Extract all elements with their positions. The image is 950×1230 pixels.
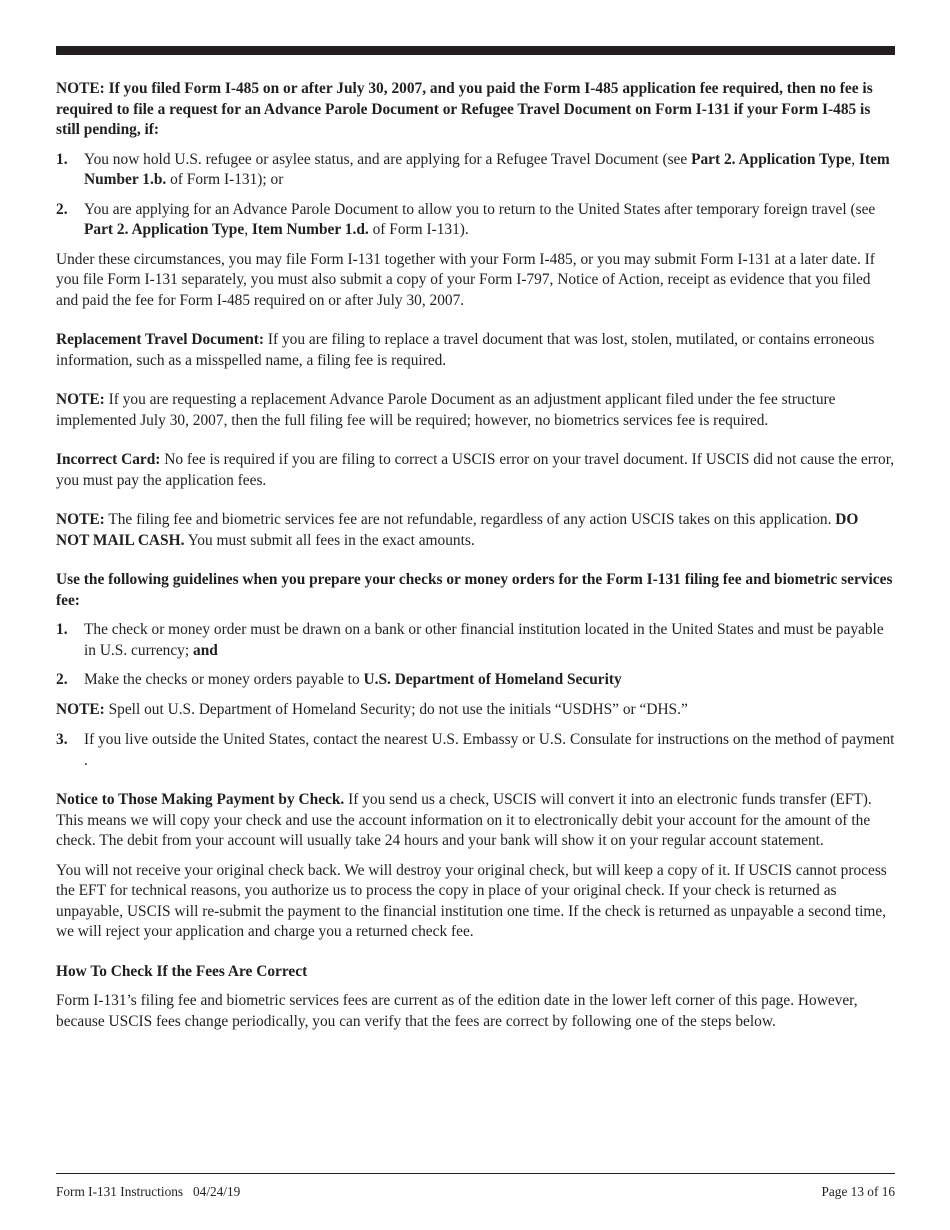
list-number: 1. <box>56 621 68 638</box>
footer-rule <box>56 1173 895 1174</box>
list-text: , <box>851 150 859 168</box>
original-check-paragraph: You will not receive your original check back. We will destroy your original check, but will keep a copy of it. If USCIS cannot process the EFT for technical reasons, you authorize us to process the copy in place of your original check. If your check is returned as unpayable, USCIS will re-submit the payment to the financial institution one time. If the check is returned as unpayable a second time, we will reject your application and charge you a returned check fee. <box>56 861 887 940</box>
list-bold: Part 2. Application Type <box>691 150 852 168</box>
list-bold: and <box>193 641 218 659</box>
replacement-label: Replacement Travel Document: <box>56 331 265 348</box>
incorrect-card-text: No fee is required if you are filing to correct a USCIS error on your travel document. If USCIS did not cause the error, you must pay the application fees. <box>56 451 895 489</box>
list-text: , <box>244 221 252 238</box>
list-number: 2. <box>56 671 68 688</box>
list-bold: Part 2. Application Type <box>84 221 245 238</box>
list-text: If you live outside the United States, contact the nearest U.S. Embassy or U.S. Consulate for instructions on the method of payment . <box>84 731 895 769</box>
note-replacement-paragraph <box>56 390 895 431</box>
note-text: Spell out U.S. Department of Homeland Security; do not use the initials “USDHS” or “DHS.” <box>104 700 688 718</box>
list-item <box>56 200 895 241</box>
circumstances-paragraph: Under these circumstances, you may file Form I-131 together with your Form I-485, or you may submit Form I-131 at a later date. If you file Form I-131 separately, you must also submit a copy of your Form I-797, Notice of Action, receipt as evidence that you filed and paid the fee for Form I-485 required on or after July 30, 2007. <box>56 250 875 309</box>
note-text: If you are requesting a replacement Advance Parole Document as an adjustment applicant filed under the fee structure implemented July 30, 2007, then the full filing fee will be required; however, no biometrics services fee is required. <box>56 391 836 429</box>
list-text: Make the checks or money orders payable to <box>84 671 364 688</box>
list-number: 3. <box>56 731 68 748</box>
footer-page-number: Page 13 of 16 <box>821 1184 895 1199</box>
list-item <box>56 670 895 691</box>
note-text: The filing fee and biometric services fee are not refundable, regardless of any action USCIS takes on this application. <box>104 511 836 528</box>
list-number: 2. <box>56 200 68 218</box>
guidelines-heading: Use the following guidelines when you prepare your checks or money orders for the Form I-131 filing fee and biometric services fee: <box>56 571 893 609</box>
list-text: of Form I-131). <box>368 221 469 238</box>
notice-check-text: If you send us a check, USCIS will convert it into an electronic funds transfer (EFT). This means we will copy your check and use the account information on it to electronically debit your account for the amount of the check. The debit from your account will usually take 24 hours and your bank will show it on your regular account statement. <box>56 791 872 849</box>
list-item <box>56 620 895 661</box>
list-number: 1. <box>56 150 68 168</box>
note-intro: NOTE: If you filed Form I-485 on or after July 30, 2007, and you paid the Form I-485 application fee required, then no fee is required to file a request for an Advance Parole Document or Refugee Travel Document on Form I-131 if your Form I-485 is still pending, if: <box>56 80 873 138</box>
fees-heading: How To Check If the Fees Are Correct <box>56 962 308 980</box>
footer-form-edition: Form I-131 Instructions 04/24/19 <box>56 1184 241 1199</box>
fee-exempt-list <box>56 150 895 241</box>
list-text: The check or money order must be drawn on a bank or other financial institution located in the United States and must be payable in U.S. currency; <box>84 621 884 659</box>
guidelines-list-continued <box>56 730 895 771</box>
notice-check-paragraph <box>56 790 895 852</box>
replacement-paragraph <box>56 330 895 371</box>
guidelines-list <box>56 620 895 691</box>
note-spell-paragraph <box>56 700 895 721</box>
list-bold: U.S. Department of Homeland Security <box>363 671 622 688</box>
page-content <box>56 79 895 1032</box>
list-text: You are applying for an Advance Parole Document to allow you to return to the United States after temporary foreign travel (see <box>84 200 876 218</box>
list-bold: Item Number 1.b. <box>84 150 890 188</box>
note-text: You must submit all fees in the exact amounts. <box>184 531 475 549</box>
notice-check-label: Notice to Those Making Payment by Check. <box>56 791 345 808</box>
list-item <box>56 730 895 771</box>
list-text: of Form I-131); or <box>166 171 284 188</box>
note-refund-paragraph <box>56 510 895 551</box>
list-item <box>56 150 895 191</box>
replacement-text: If you are filing to replace a travel document that was lost, stolen, mutilated, or contains erroneous information, such as a misspelled name, a filing fee is required. <box>56 331 875 369</box>
note-label: NOTE: <box>56 700 105 718</box>
incorrect-card-paragraph <box>56 450 895 491</box>
list-text: You now hold U.S. refugee or asylee status, and are applying for a Refugee Travel Document (see <box>84 150 692 168</box>
fees-paragraph: Form I-131’s filing fee and biometric services fees are current as of the edition date in the lower left corner of this page. However, because USCIS fees change periodically, you can verify that the fees are correct by following one of the steps below. <box>56 992 858 1030</box>
top-rule <box>56 46 895 55</box>
note-label: NOTE: <box>56 511 105 528</box>
incorrect-card-label: Incorrect Card: <box>56 451 161 468</box>
do-not-mail-cash: DO NOT MAIL CASH. <box>56 511 859 549</box>
note-label: NOTE: <box>56 391 105 408</box>
list-bold: Item Number 1.d. <box>251 221 369 238</box>
